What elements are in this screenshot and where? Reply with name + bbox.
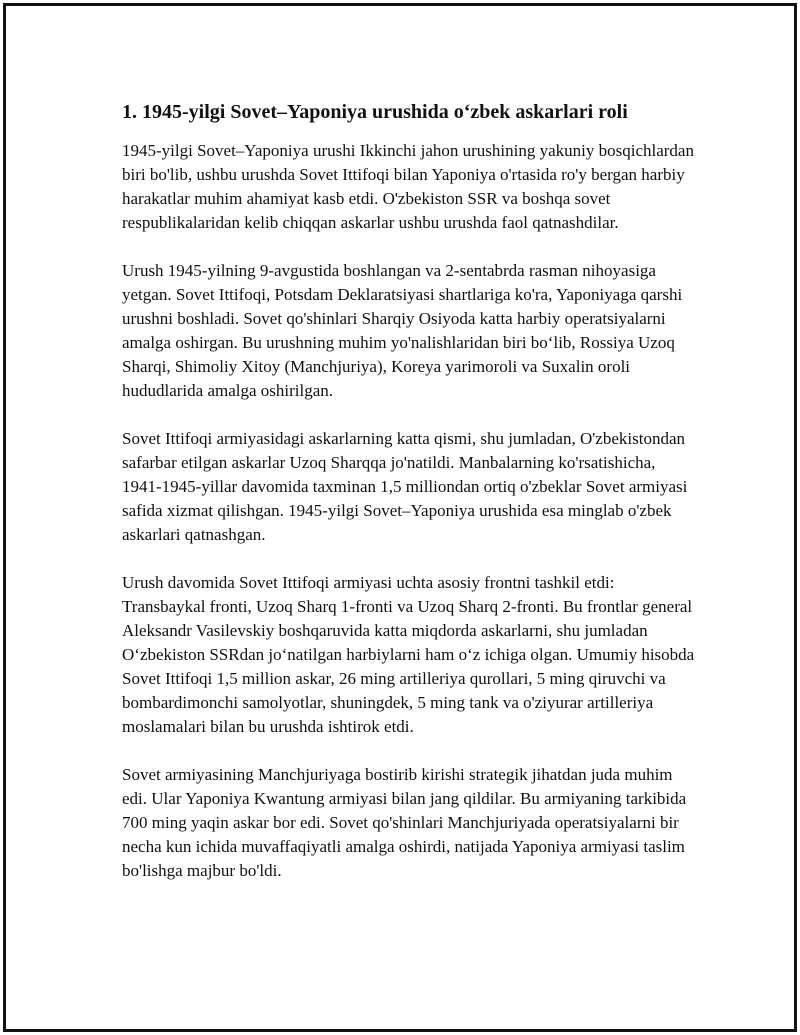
paragraph-4: Urush davomida Sovet Ittifoqi armiyasi uchta asosiy frontni tashkil etdi: Transbaykal fronti, Uzoq Sharq 1-fronti va Uzoq Sharq 2-fronti. Bu frontlar general Aleksandr Vasilevskiy boshqaruvida katta miqdorda askarlarni, shu jumladan O‘zbekiston SSRdan jo‘natilgan harbiylarni ham o‘z ichiga olgan. Umumiy hisobda Sovet Ittifoqi 1,5 million askar, 26 ming artilleriya qurollari, 5 ming qiruvchi va bombardimonchi samolyotlar, shuningdek, 5 ming tank va o'ziyurar artilleriya moslamalari bilan bu urushda ishtirok etdi. <box>122 573 695 736</box>
document-body <box>122 99 697 907</box>
paragraph-3: Sovet Ittifoqi armiyasidagi askarlarning katta qismi, shu jumladan, O'zbekistondan safarbar etilgan askarlar Uzoq Sharqqa jo'natildi. Manbalarning ko'rsatishicha, 1941-1945-yillar davomida taxminan 1,5 milliondan ortiq o'zbeklar Sovet armiyasi safida xizmat qilishgan. 1945-yilgi Sovet–Yaponiya urushida esa minglab o'zbek askarlari qatnashgan. <box>122 429 688 544</box>
document-title: 1. 1945-yilgi Sovet–Yaponiya urushida o‘zbek askarlari roli <box>122 101 628 123</box>
document-page <box>3 3 797 1032</box>
paragraph-2: Urush 1945-yilning 9-avgustida boshlangan va 2-sentabrda rasman nihoyasiga yetgan. Sovet Ittifoqi, Potsdam Deklaratsiyasi shartlariga ko'ra, Yaponiyaga qarshi urushni boshladi. Sovet qo'shinlari Sharqiy Osiyoda katta harbiy operatsiyalarni amalga oshirgan. Bu urushning muhim yo'nalishlaridan biri bo‘lib, Rossiya Uzoq Sharqi, Shimoliy Xitoy (Manchjuriya), Koreya yarimoroli va Suxalin oroli hududlarida amalga oshirilgan. <box>122 261 683 400</box>
paragraph-5: Sovet armiyasining Manchjuriyaga bostirib kirishi strategik jihatdan juda muhim edi. Ular Yaponiya Kwantung armiyasi bilan jang qildilar. Bu armiyaning tarkibida 700 ming yaqin askar bor edi. Sovet qo'shinlari Manchjuriyada operatsiyalarni bir necha kun ichida muvaffaqiyatli amalga oshirdi, natijada Yaponiya armiyasi taslim bo'lishga majbur bo'ldi. <box>122 765 687 880</box>
paragraph-1: 1945-yilgi Sovet–Yaponiya urushi Ikkinchi jahon urushining yakuniy bosqichlardan biri bo'lib, ushbu urushda Sovet Ittifoqi bilan Yaponiya o'rtasida ro'y bergan harbiy harakatlar muhim ahamiyat kasb etdi. O'zbekiston SSR va boshqa sovet respublikalaridan kelib chiqqan askarlar ushbu urushda faol qatnashdilar. <box>122 141 694 232</box>
